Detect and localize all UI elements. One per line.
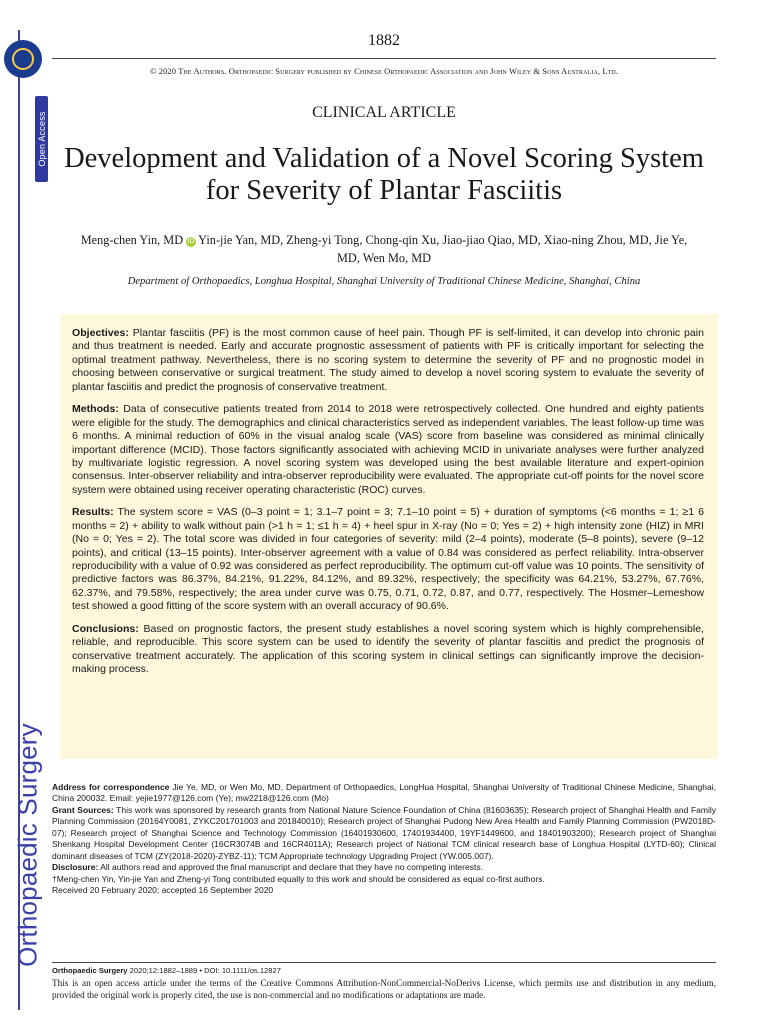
abstract-conclusions: [72, 623, 704, 677]
abstract-results: [72, 506, 704, 614]
affiliation: Department of Orthopaedics, Longhua Hospital, Shanghai University of Traditional Chinese Medicine, Shanghai, China: [127, 276, 641, 287]
footer-citation: [52, 966, 281, 975]
abstract-box: [60, 314, 718, 759]
footer-rule: [52, 962, 716, 963]
copyright-line: © 2020 The Authors. Orthopaedic Surgery published by Chinese Orthopaedic Association and John Wiley & Sons Australia, Ltd.: [149, 66, 619, 76]
methods-text: Data of consecutive patients treated from 2014 to 2018 were retrospectively collected. One hundred and eighty patients were eligible for the study. The demographics and clinical characteristics served as independent variables. The least follow-up time was 6 months. A minimal reduction of 60% in the visual analog scale (VAS) score from baseline was considered as minimal clinically important difference (MCID). Those factors significantly associated with achieving MCID in univariate analyses were further analyzed by multivariate logistic regression. A novel scoring system was developed using the best available literature and expert-opinion consensus. Inter-observer reliability and intra-observer reproducibility were evaluated. The appropriate cut-off points for the novel score system were obtained using receiver operating characteristic (ROC) curves.: [72, 403, 704, 496]
received-note: Received 20 February 2020; accepted 16 September 2020: [52, 885, 274, 896]
correspondence-note: Address for correspondence Jie Ye, MD, or Wen Mo, MD, Department of Orthopaedics, LongHua Hospital, Shanghai University of Traditional Chinese Medicine, Shanghai, China 200032. Email: yejie1977@126.com (Ye); mw2218@126.com (Mo): [52, 782, 716, 804]
abstract-objectives: [72, 327, 704, 394]
author-list: [70, 232, 698, 268]
equal-contribution-note: †Meng-chen Yin, Yin-jie Yan and Zheng-yi Tong contributed equally to this work and should be considered as equal co-first authors.: [52, 873, 545, 884]
open-access-label: Open Access: [36, 111, 47, 167]
article-title: Development and Validation of a Novel Scoring System for Severity of Plantar Fasciitis: [64, 143, 704, 206]
objectives-text: Plantar fasciitis (PF) is the most common cause of heel pain. Though PF is self-limited, it can develop into chronic pain and thus treatment is needed. Early and accurate prognostic assessment of patients with PF is critically important for selecting the optimal treatment pathway. Nevertheless, there is no scoring system to determine the severity of PF and no prognostic model in choosing between conservative or surgical treatment. The study aimed to develop a novel scoring system to evaluate the severity of plantar fasciitis and predict the prognosis of conservative treatment.: [72, 327, 704, 393]
footnotes: [52, 782, 716, 897]
conclusions-label: Conclusions:: [72, 622, 139, 635]
footer-journal: Orthopaedic Surgery: [52, 966, 128, 975]
methods-label: Methods:: [72, 403, 119, 416]
article-type: CLINICAL ARTICLE: [312, 104, 456, 121]
objectives-label: Objectives:: [72, 327, 129, 339]
results-label: Results:: [72, 506, 114, 519]
first-author: Meng-chen Yin, MD: [80, 233, 184, 247]
journal-name-vertical: Orthopaedic Surgery: [12, 723, 43, 967]
orcid-icon[interactable]: iD: [187, 238, 195, 245]
header-rule: [52, 58, 716, 59]
abstract-methods: [72, 403, 704, 497]
results-text: The system score = VAS (0–3 point = 1; 3.1–7 point = 3; 7.1–10 point = 5) + duration of symptoms (<6 months = 1; ≥1 6 months = 2) + ability to walk without pain (>1 h = 1; ≤1 h = 4) + heel spur in X-ray (No = 0; Yes = 2) + high intensity zone (HIZ) in MRI (No = 0; Yes = 2). The total score was divided in four categories of severity: mild (2–4 points), moderate (5–8 points), severe (9–12 points), and critical (13–15 points). Inter-observer agreement with a value of 0.84 was considered as perfect reliability. Intra-observer reproducibility with a value of 0.92 was considered as perfect reproducibility. The optimum cut-off value was 10 points. The sensitivity of predictive factors was 86.37%, 84.21%, 91.22%, 84.12%, and 89.32%, respectively; the specificity was 64.21%, 53.27%, 67.76%, 62.37%, and 79.58%, respectively; the area under curve was 0.75, 0.71, 0.72, 0.87, and 0.77, respectively. The Hosmer–Lemeshow test showed a good fitting of the score system with an overall accuracy of 90.6%.: [72, 506, 704, 613]
disclosure-note: Disclosure: All authors read and approved the final manuscript and declare that they have no competing interests.: [52, 862, 483, 873]
grant-note: Grant Sources: This work was sponsored by research grants from National Nature Science Foundation of China (81603635); Research project of Shanghai Health and Family Planning Commission (20164Y0081, ZYKC201701003 and 201840010); Research project of Shanghai Pudong New Area Health and Family Planning Commission (PW2018D-07); Research project of Shanghai Science and Technology Commission (16401930600, 17401934400, 19YF1449600, and 18401903200); Research project of Shanghai Shenkang Hospital Development Center (16CR3074B and 16CR4011A); Research project of National TCM clinical research base of Longhua Hospital (LYTD-60); Clinical dominant diseases of TCM (ZY(2018-2020)-ZYBZ-11); TCM Appropriate technology Upgrading Project (YW.005.007).: [52, 804, 717, 861]
page-number: 1882: [368, 32, 400, 49]
footer-citation-text: 2020;12:1882–1889 • DOI: 10.1111/os.12827: [129, 966, 281, 975]
conclusions-text: Based on prognostic factors, the present study establishes a novel scoring system which is highly comprehensible, reliable, and reproducible. This score system can be used to identify the severity of plantar fasciitis and predict the prognosis of conservative treatment accurately. The application of this scoring system in clinical settings can significantly improve the decision-making process.: [72, 622, 704, 676]
other-authors: Yin-jie Yan, MD, Zheng-yi Tong, Chong-qin Xu, Jiao-jiao Qiao, MD, Xiao-ning Zhou, MD, Jie Ye, MD, Wen Mo, MD: [198, 233, 688, 265]
license-text: This is an open access article under the terms of the Creative Commons Attribution-NonCommercial-NoDerivs License, which permits use and distribution in any medium, provided the original work is properly cited, the use is non-commercial and no modifications or adaptations are made.: [52, 978, 716, 1000]
